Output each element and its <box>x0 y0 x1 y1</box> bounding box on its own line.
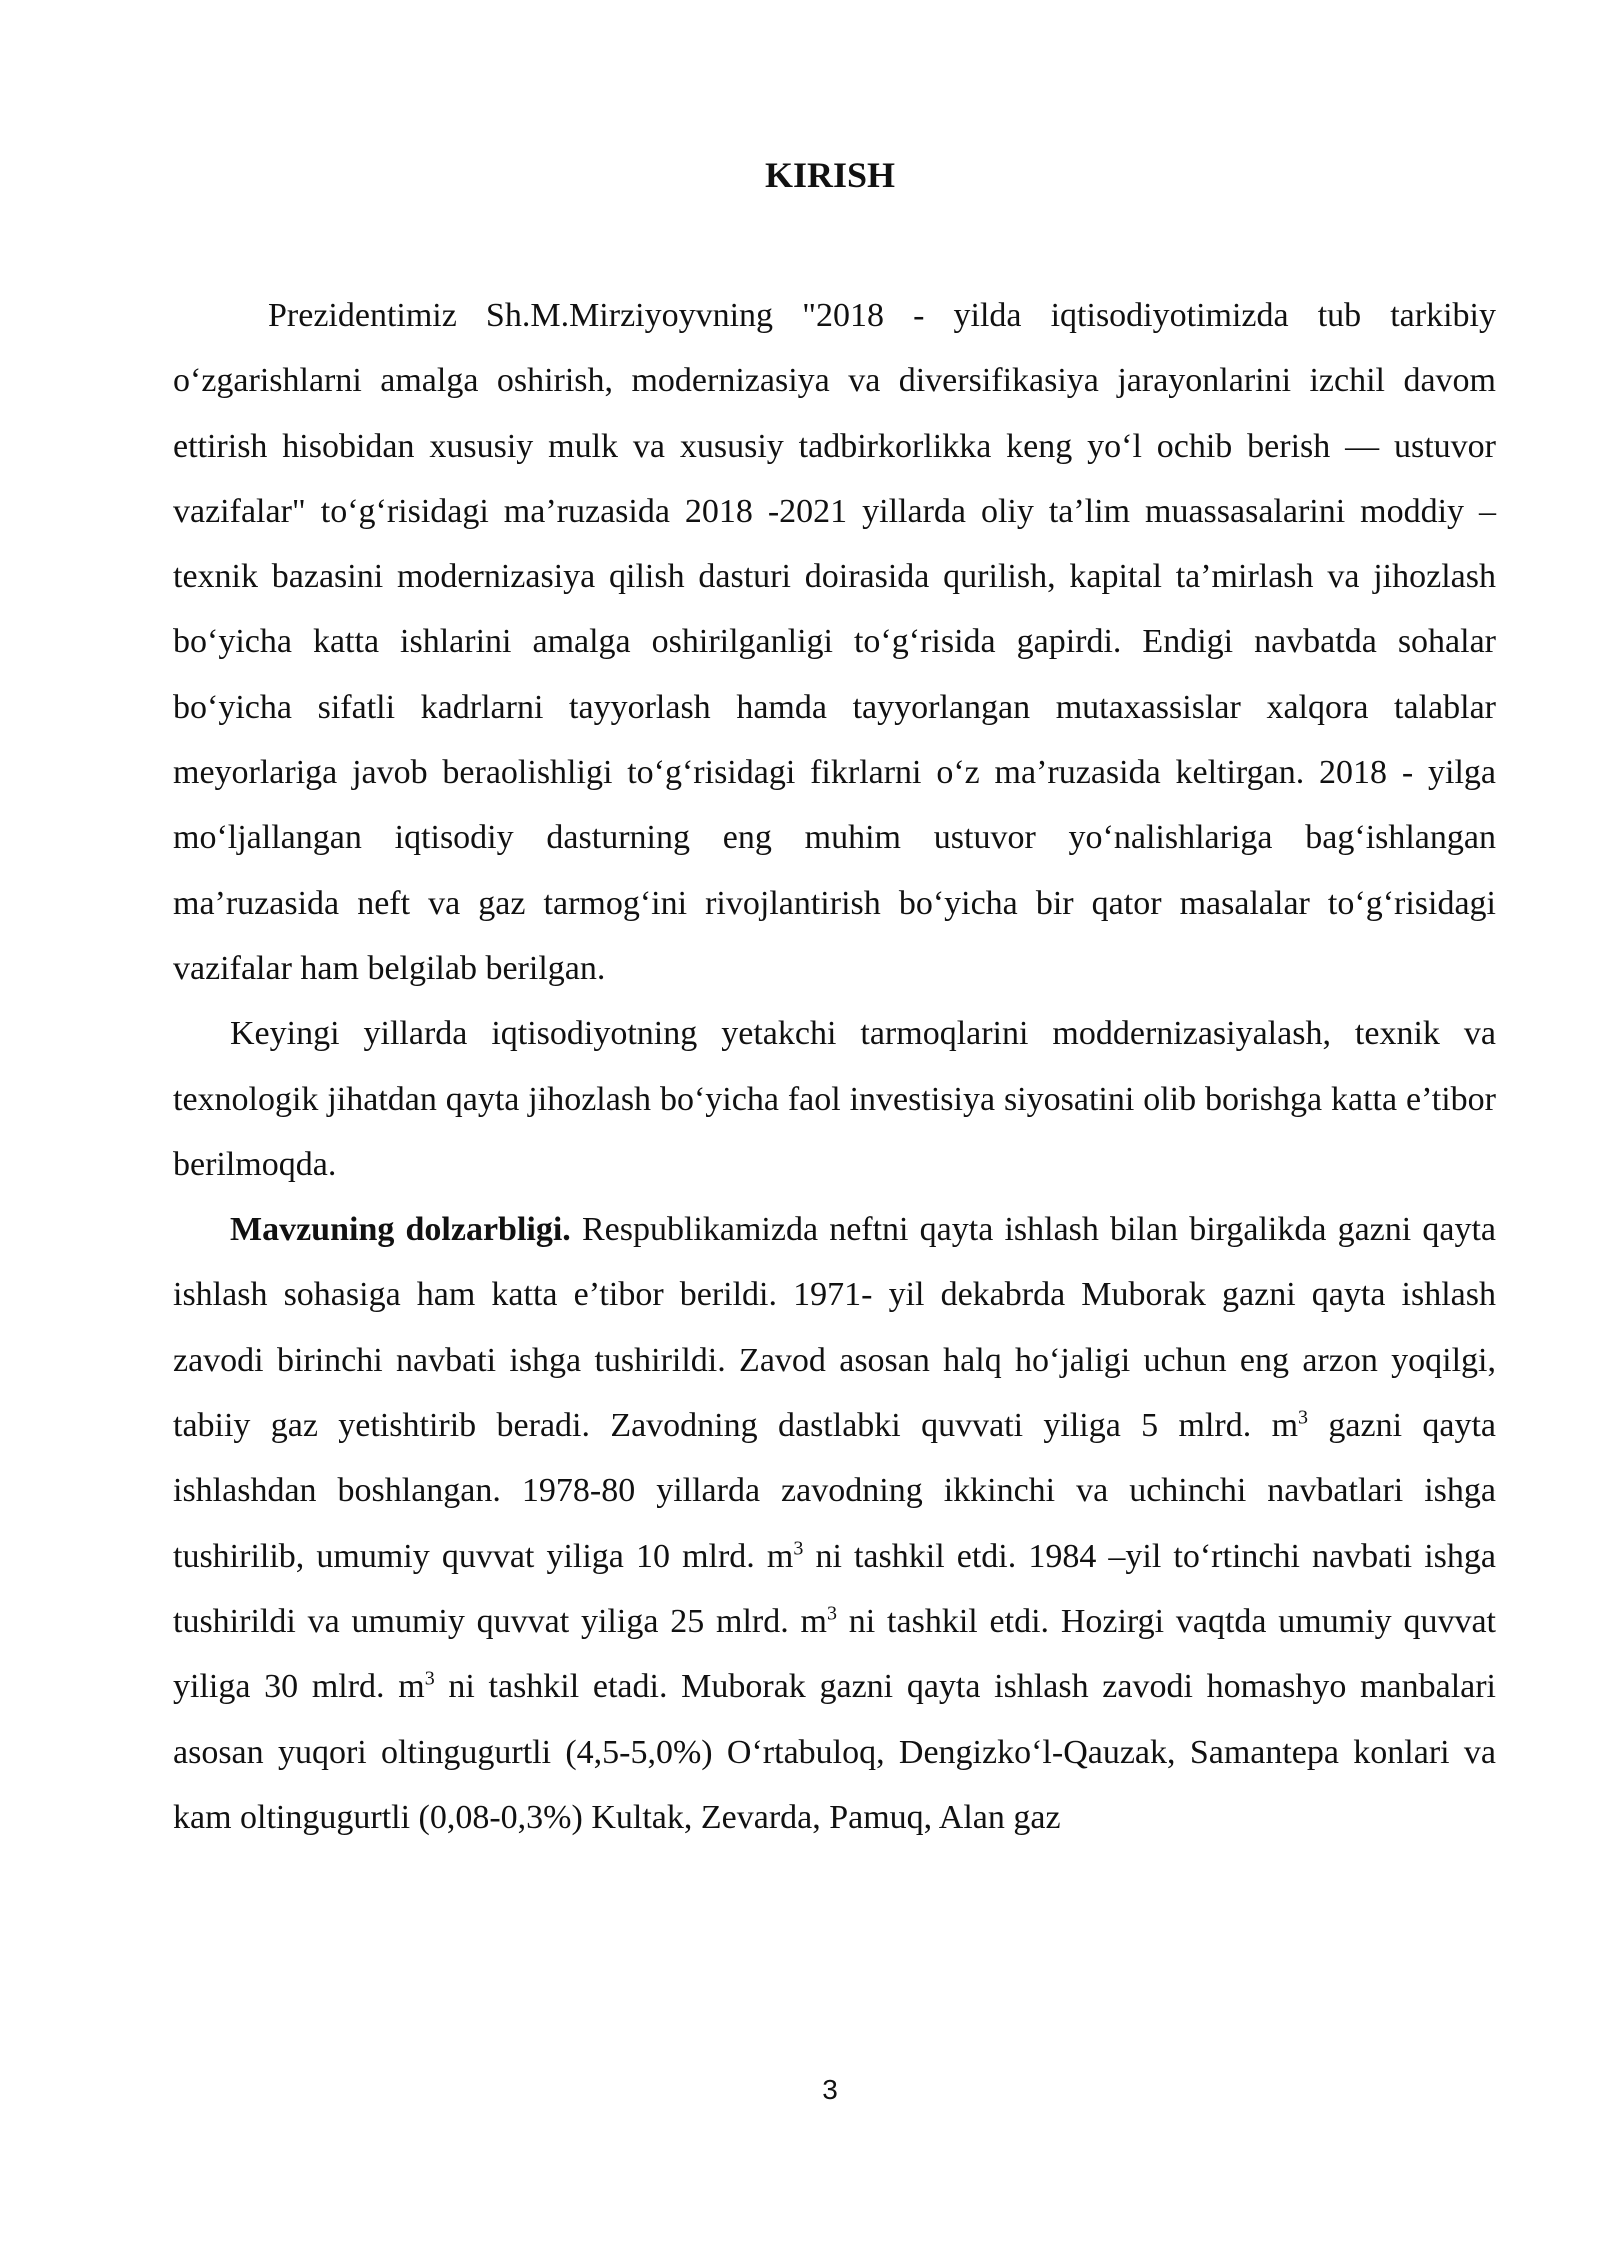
relevance-text-part-5: ni tashkil etadi. Muborak gazni qayta ishlash zavodi homashyo manbalari asosan yuqori oltingugurtli (4,5-5,0%) O‘rtabuloq, Dengizko‘l-Qauzak, Samantepa konlari va kam oltingugurtli (0,08-0,3%) Kultak, Zevarda, Pamuq, Alan gaz <box>173 1668 1497 1836</box>
cubic-exponent: 3 <box>827 1602 837 1625</box>
relevance-text-part-3: ni tashkil etdi. 1984 –yil to‘rtinchi navbati ishga tushirildi va umumiy quvvat yiliga 25 mlrd. m <box>173 1537 1496 1640</box>
relevance-text-part-1: Respublikamizda neftni qayta ishlash bilan birgalikda gazni qayta ishlash sohasiga ham katta e’tibor berildi. 1971- yil dekabrda Muborak gazni qayta ishlash zavodi birinchi navbati ishga tushirildi. Zavod asosan halq ho‘jaligi uchun eng arzon yoqilgi, tabiiy gaz yetishtirib beradi. Zavodning dastlabki quvvati yiliga 5 mlrd. m <box>173 1211 1497 1445</box>
relevance-text-part-4: ni tashkil etdi. Hozirgi vaqtda umumiy quvvat yiliga 30 mlrd. m <box>173 1602 1496 1706</box>
page-number: 3 <box>822 2074 838 2105</box>
page-title: KIRISH <box>764 155 896 195</box>
paragraph-introduction: Prezidentimiz Sh.M.Mirziyoyvning "2018 - yilda iqtisodiyotimizda tub tarkibiy o‘zgarishlarni amalga oshirish, modernizasiya va diversifikasiya jarayonlarini izchil davom ettirish hisobidan xususiy mulk va xususiy tadbirkorlikka keng yo‘l ochib berish — ustuvor vazifalar" to‘g‘risidagi ma’ruzasida 2018 -2021 yillarda oliy ta’lim muassasalarini moddiy – texnik bazasini modernizasiya qilish dasturi doirasida qurilish, kapital ta’mirlash va jihozlash bo‘yicha katta ishlarini amalga oshirilganligi to‘g‘risida gapirdi. Endigi navbatda sohalar bo‘yicha sifatli kadrlarni tayyorlash hamda tayyorlangan mutaxassislar xalqora talablar meyorlariga javob beraolishligi to‘g‘risidagi fikrlarni o‘z ma’ruzasida keltirgan. 2018 - yilga mo‘ljallangan iqtisodiy dasturning eng muhim ustuvor yo‘nalishlariga bag‘ishlangan ma’ruzasida neft va gaz tarmog‘ini rivojlantirish bo‘yicha bir qator masalalar to‘g‘risidagi vazifalar ham belgilab berilgan. <box>173 297 1496 987</box>
paragraph-relevance <box>173 1197 1496 1850</box>
document-body <box>173 283 1496 1850</box>
relevance-heading: Mavzuning dolzarbligi. <box>230 1211 571 1249</box>
cubic-exponent: 3 <box>793 1537 804 1560</box>
cubic-exponent: 3 <box>424 1667 435 1690</box>
relevance-text-part-2: gazni qayta ishlashdan boshlangan. 1978-80 yillarda zavodning ikkinchi va uchinchi navbatlari ishga tushirilib, umumiy quvvat yiliga 10 mlrd. m <box>173 1407 1496 1575</box>
cubic-exponent: 3 <box>1298 1406 1309 1429</box>
paragraph-investment: Keyingi yillarda iqtisodiyotning yetakchi tarmoqlarini moddernizasiyalash, texnik va texnologik jihatdan qayta jihozlash bo‘yicha faol investisiya siyosatini olib borishga katta e’tibor berilmoqda. <box>173 1015 1496 1183</box>
